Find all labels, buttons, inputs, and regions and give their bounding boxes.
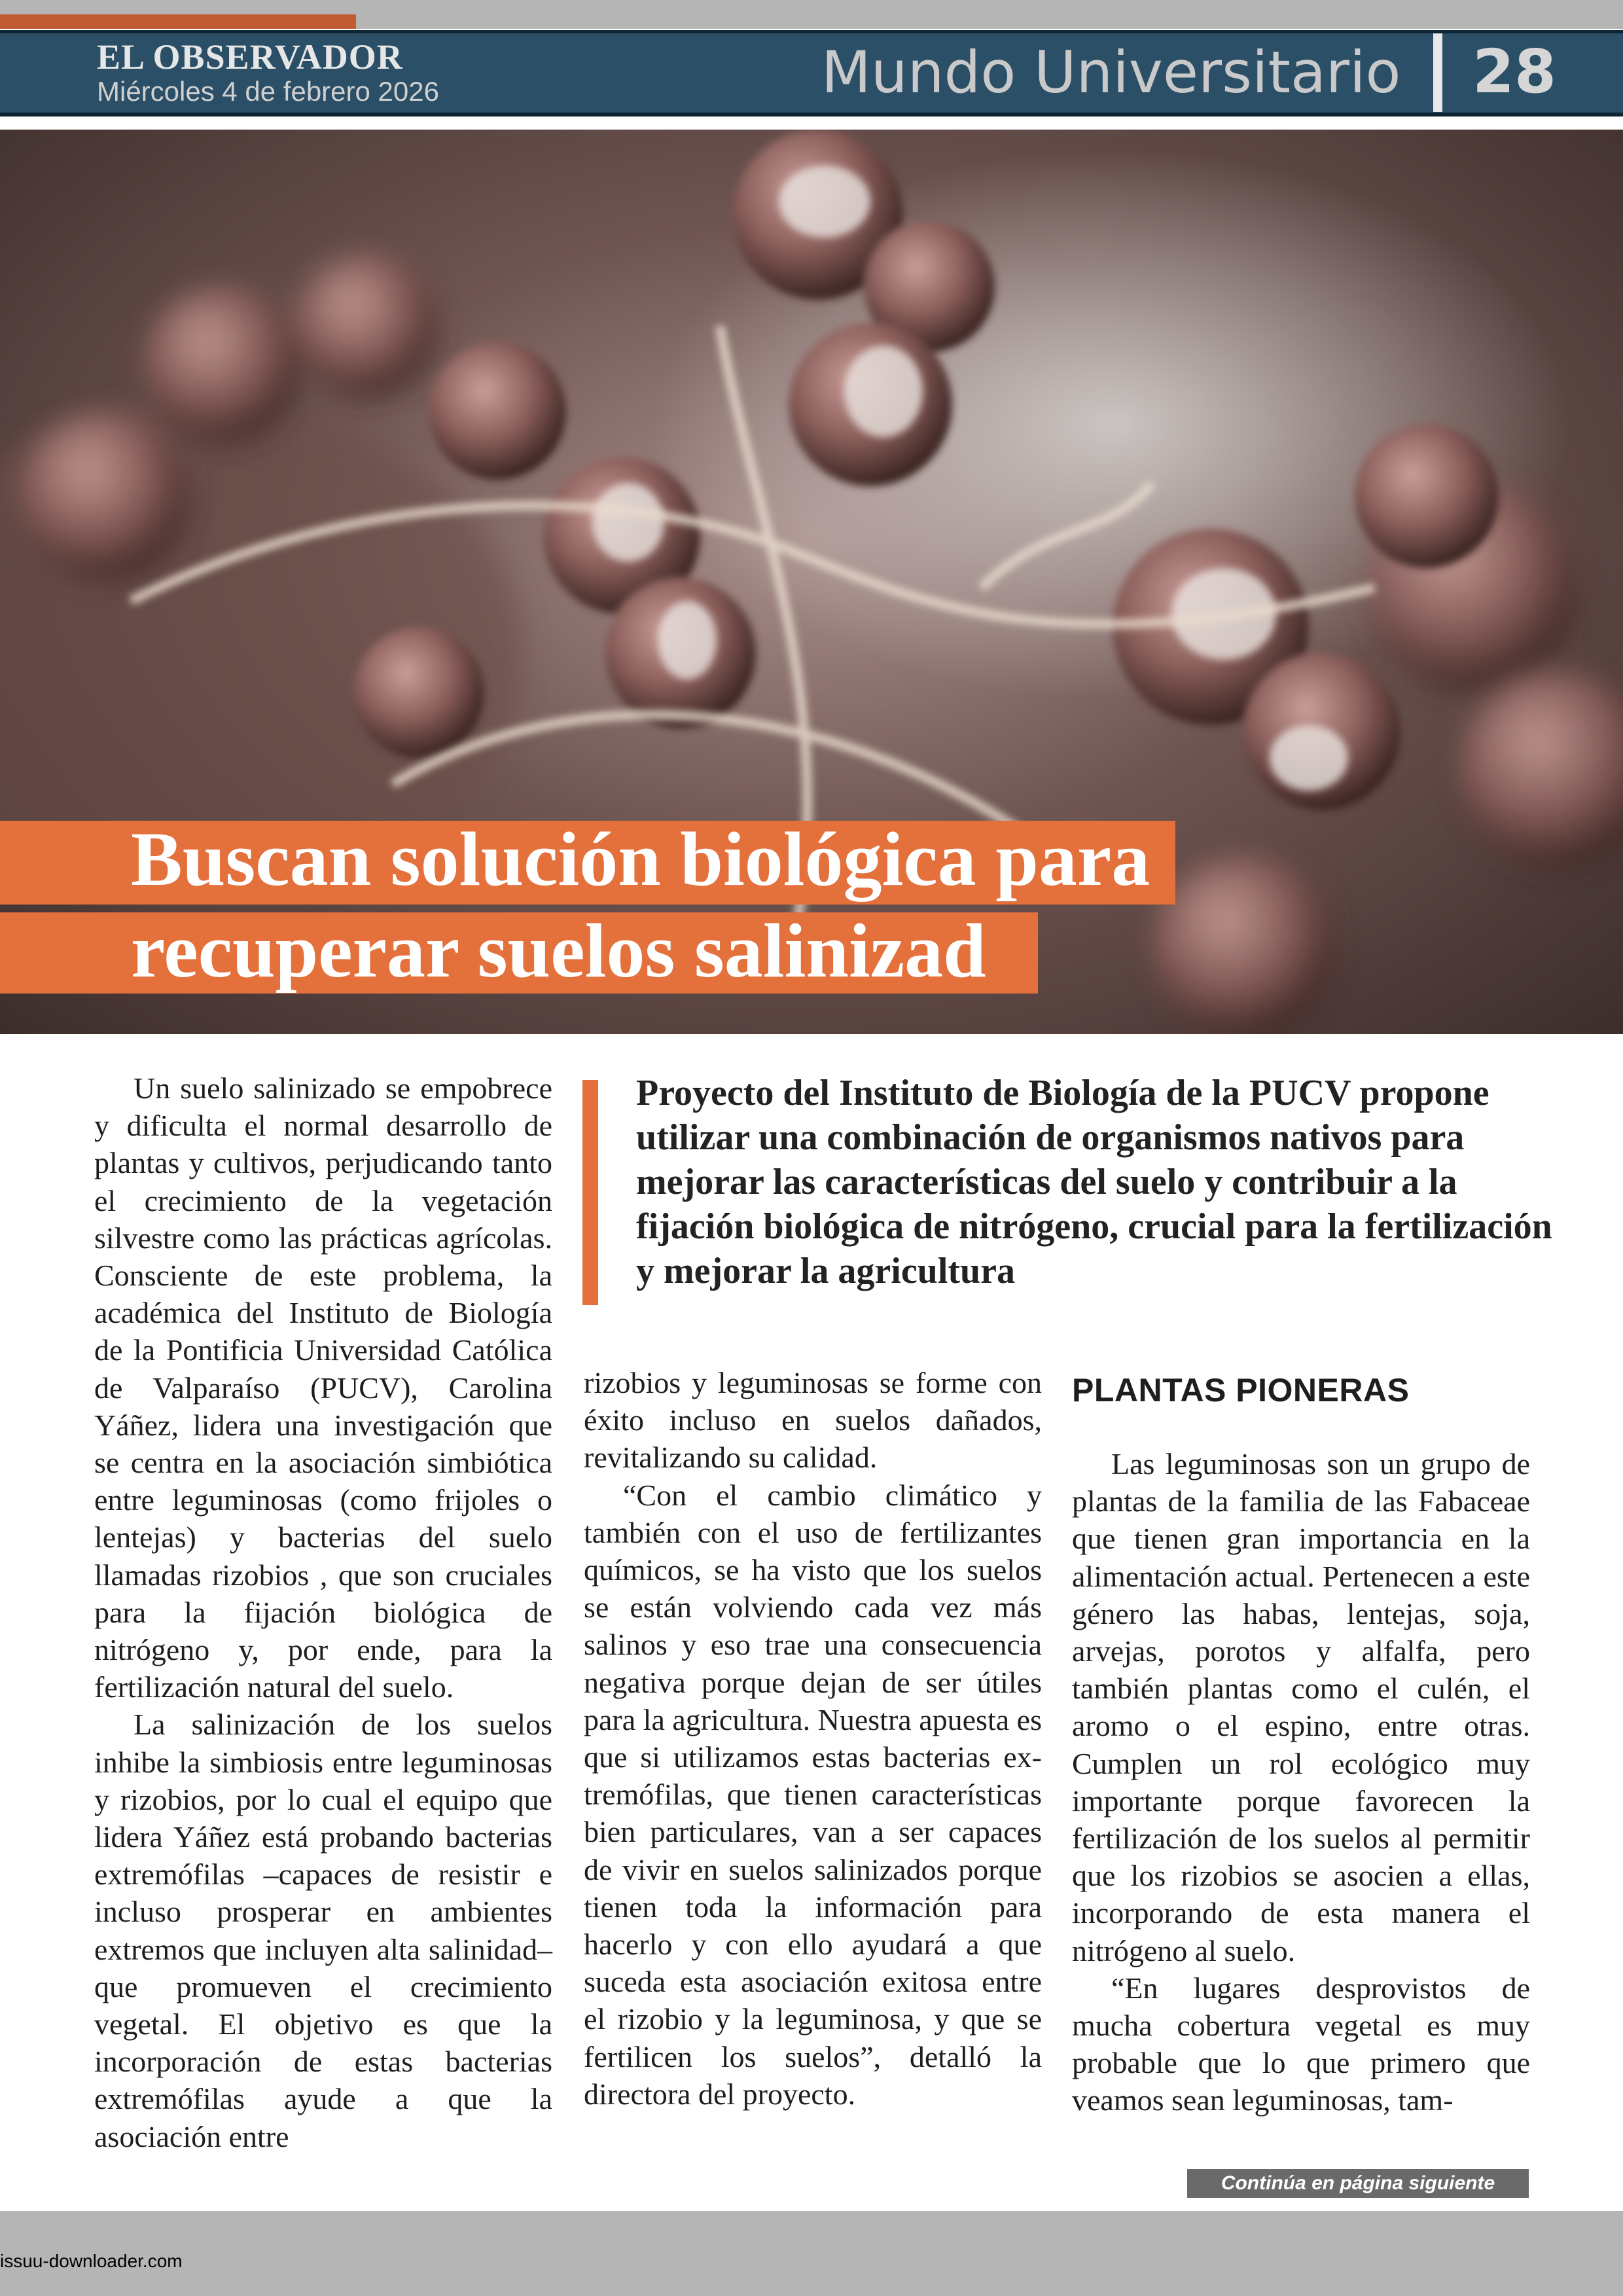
section-subhead: PLANTAS PIONERAS: [1072, 1372, 1410, 1408]
bottom-strip: [0, 2211, 1623, 2296]
top-strip-accent: [0, 14, 356, 29]
headline: recuperar suelos salinizad: [131, 908, 986, 994]
article-paragraph: La salinización de los suelos inhibe la simbiosis entre leguminosas y rizobios, por lo cual el equipo que lidera Yáñez está probando bacterias extremófilas –capaces de resistir e incluso prosperar en ambientes extremos que incluyen alta salinidad– que promueven el crecimiento vegetal. El objetivo es que la incorporación de estas bacterias extremófilas ayude a que la asociación entre: [94, 1708, 552, 2153]
article-column-1: [94, 1069, 552, 2155]
page-header: [0, 30, 1623, 117]
header-divider: [1433, 33, 1442, 112]
article-paragraph: rizobios y leguminosas se forme con éxito incluso en suelos dañados, revitalizando su calidad.: [584, 1366, 1042, 1475]
article-deck: Proyecto del Instituto de Biología de la PUCV propone utilizar una combinación de organismos nativos para mejorar las características del suelo y contribuir a la fijación biológica de nitrógeno, crucial para la fertilización y mejorar la agricultura: [636, 1073, 1552, 1291]
article-paragraph: Las leguminosas son un grupo de plantas de la familia de las Fabaceae que tienen gran importancia en la alimentación actual. Pertenecen a este género las habas, lentejas, soja, arvejas, porotos y alfalfa, pero también plantas como el culén, el aromo o el espino, entre otras. Cumplen un rol ecológico muy importante porque favorecen la fertilización de los suelos al permitir que los rizobios se asocien a ellas, incorporando de esta manera el nitrógeno al suelo.: [1072, 1447, 1530, 1967]
headline: Buscan solución biológica para: [131, 816, 1150, 902]
article-column-3: [1072, 1445, 1530, 2119]
article-paragraph: “En lugares desprovistos de mucha cobertura vegetal es muy probable que lo que primero que veamos sean leguminosas, tam-: [1072, 1971, 1530, 2117]
continue-on-next-page-label[interactable]: Continúa en página siguiente: [1187, 2169, 1529, 2198]
article-column-2: [584, 1364, 1042, 2113]
article-paragraph: “Con el cambio climático y también con el uso de fertilizantes químicos, se ha visto que los suelos se están volviendo cada vez más salinos y eso trae una consecuencia negativa porque dejan de ser útiles para la agricultura. Nuestra apuesta es que si utilizamos estas bacterias extremófilas, que tienen características bien particulares, van a ser capaces de vivir en suelos salinizados porque tienen toda la información para hacerlo y con ello ayudará a que suceda esta asociación exitosa entre el rizobio y la leguminosa, y que se fertilicen los suelos”, detalló la directora del proyecto.: [584, 1478, 1042, 2111]
watermark-text: issuu-downloader.com: [0, 2251, 183, 2271]
deck-accent-bar: [582, 1080, 598, 1305]
section-title: Mundo Universitario: [821, 39, 1401, 106]
page-number: 28: [1472, 37, 1557, 107]
issue-date: Miércoles 4 de febrero 2026: [97, 76, 439, 107]
article-paragraph: Un suelo salinizado se empobrece y dificulta el normal desarrollo de plantas y cultivos, perjudicando tanto el crecimiento de la vegetación silvestre como las prácticas agrícolas. Consciente de este problema, la académica del Instituto de Biología de la Pontificia Universidad Católica de Valparaíso (PUCV), Carolina Yáñez, lidera una investigación que se centra en la asociación simbiótica entre leguminosas (como frijoles o lentejas) y bacterias del suelo llamadas rizobios , que son cruciales para la fijación biológica de nitrógeno y, por ende, para la fertilización natural del suelo.: [94, 1071, 552, 1704]
masthead: EL OBSERVADOR: [97, 37, 403, 77]
